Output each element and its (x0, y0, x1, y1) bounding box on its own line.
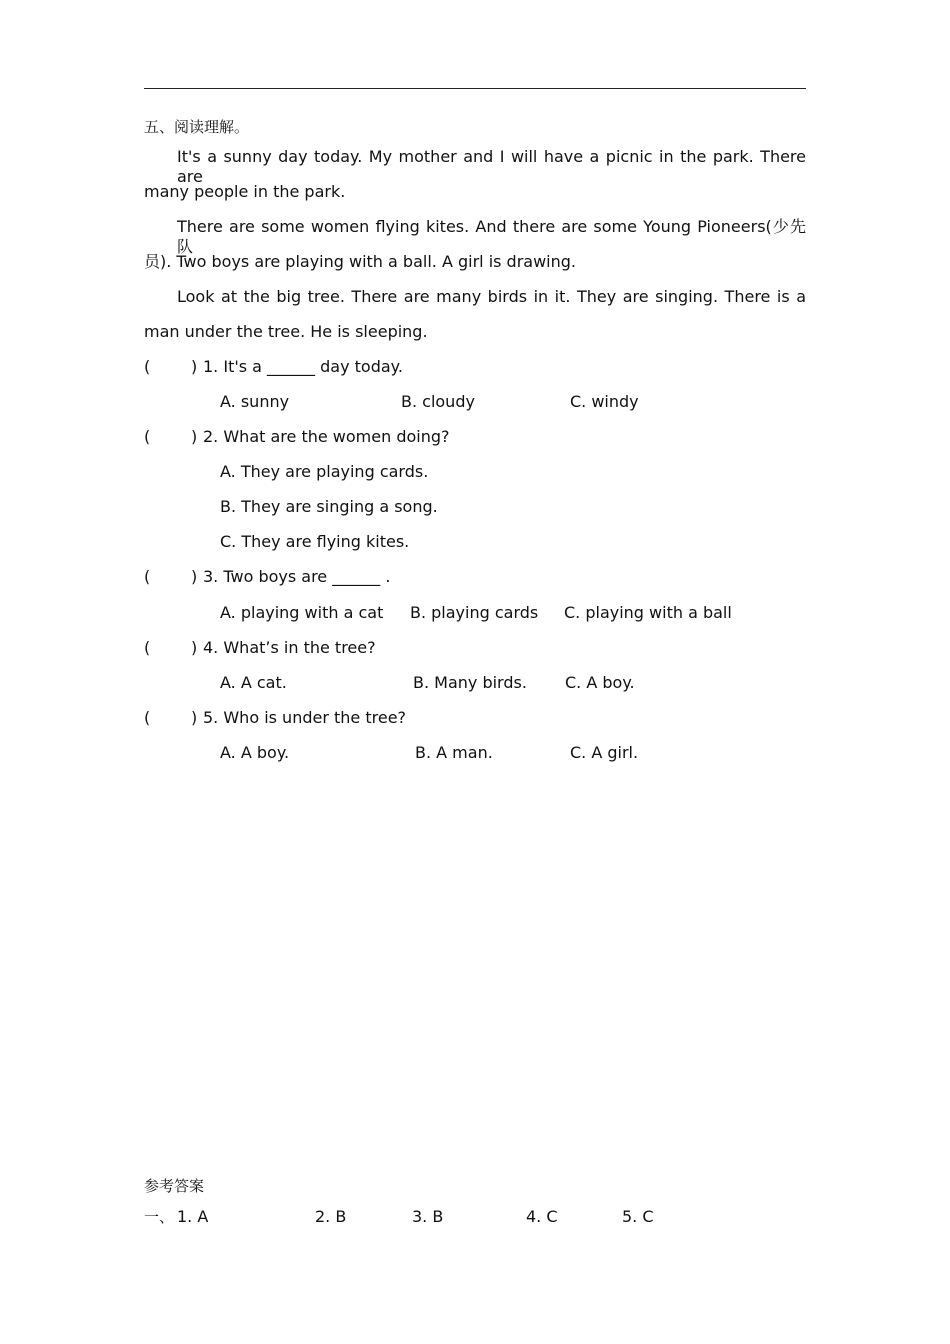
q5-option-b: B. A man. (415, 743, 493, 762)
q5-paren-open: ( (144, 708, 151, 727)
q2-paren-open: ( (144, 427, 151, 446)
q2-option-b: B. They are singing a song. (220, 497, 438, 516)
q1-option-a: A. sunny (220, 392, 290, 411)
q3-stem: 3. Two boys are ______ . (203, 567, 391, 586)
answer-3: 3. B (412, 1207, 444, 1226)
section-title: 五、阅读理解。 (144, 118, 250, 136)
passage-p2-line2: 员). Two boys are playing with a ball. A girl is drawing. (144, 252, 577, 271)
answer-key-prefix: 一、 (144, 1208, 175, 1226)
header-rule (144, 88, 806, 89)
answer-2: 2. B (315, 1207, 347, 1226)
q2-stem: 2. What are the women doing? (203, 427, 450, 446)
q1-option-b: B. cloudy (401, 392, 475, 411)
q4-paren-open: ( (144, 638, 151, 657)
q5-option-c: C. A girl. (570, 743, 639, 762)
q5-stem: 5. Who is under the tree? (203, 708, 407, 727)
q2-option-c: C. They are flying kites. (220, 532, 410, 551)
answer-1: 1. A (177, 1207, 209, 1226)
passage-p1-line1: It's a sunny day today. My mother and I will have a picnic in the park. There are (177, 147, 806, 186)
passage-p1-line2: many people in the park. (144, 182, 346, 201)
q4-paren-close: ) (191, 638, 198, 657)
q1-option-c: C. windy (570, 392, 639, 411)
passage-p3-line2: man under the tree. He is sleeping. (144, 322, 428, 341)
q4-option-a: A. A cat. (220, 673, 287, 692)
q2-option-a: A. They are playing cards. (220, 462, 429, 481)
q5-paren-close: ) (191, 708, 198, 727)
answer-5: 5. C (622, 1207, 654, 1226)
passage-p2-line1: There are some women flying kites. And there are some Young Pioneers(少先队 (177, 217, 806, 256)
q4-stem: 4. What’s in the tree? (203, 638, 376, 657)
q4-option-c: C. A boy. (565, 673, 635, 692)
answer-key-title: 参考答案 (144, 1177, 205, 1195)
q1-stem: 1. It's a ______ day today. (203, 357, 403, 376)
q5-option-a: A. A boy. (220, 743, 290, 762)
passage-p3-line1: Look at the big tree. There are many birds in it. They are singing. There is a (177, 287, 806, 306)
q3-paren-open: ( (144, 567, 151, 586)
q1-paren-close: ) (191, 357, 198, 376)
q3-option-c: C. playing with a ball (564, 603, 732, 622)
q3-option-a: A. playing with a cat (220, 603, 384, 622)
q3-paren-close: ) (191, 567, 198, 586)
answer-4: 4. C (526, 1207, 558, 1226)
q1-paren-open: ( (144, 357, 151, 376)
q4-option-b: B. Many birds. (413, 673, 527, 692)
q2-paren-close: ) (191, 427, 198, 446)
q3-option-b: B. playing cards (410, 603, 539, 622)
